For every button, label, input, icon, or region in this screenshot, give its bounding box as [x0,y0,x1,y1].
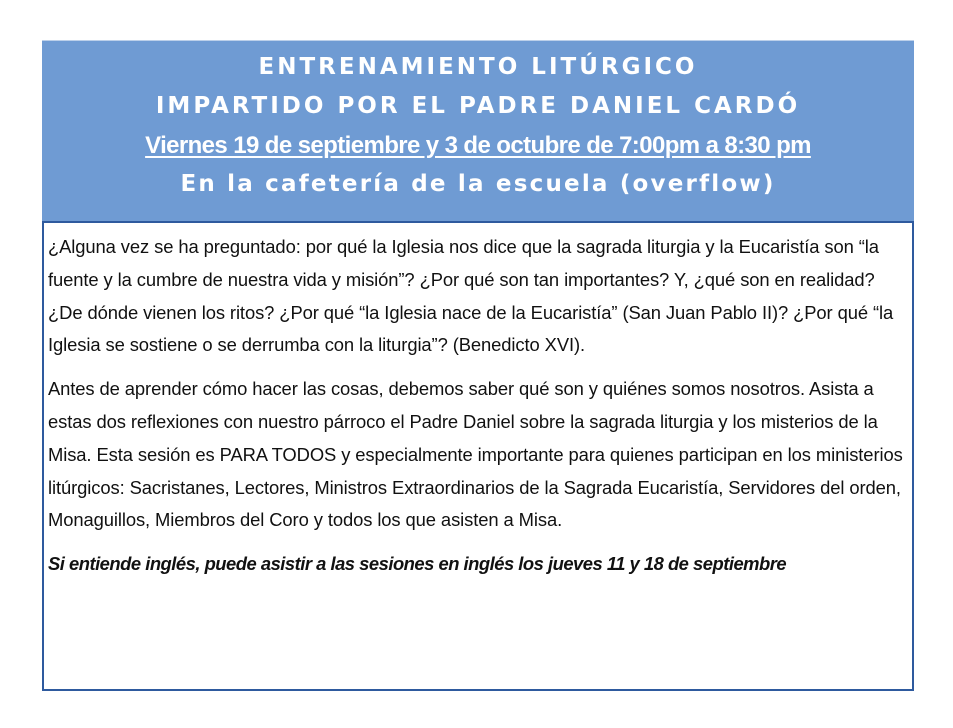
title-line-2: IMPARTIDO POR EL PADRE DANIEL CARDÓ [155,93,801,119]
english-session-note: Si entiende inglés, puede asistir a las sesiones en inglés los jueves 11 y 18 de septiembre [48,553,787,575]
location-line: En la cafetería de la escuela (overflow) [180,171,776,197]
date-line: Viernes 19 de septiembre y 3 de octubre de 7:00pm a 8:30 pm [145,132,811,159]
flyer [42,40,914,691]
flyer-header [42,40,914,221]
title-line-1: ENTRENAMIENTO LITÚRGICO [258,54,698,80]
flyer-body [42,221,914,691]
intro-paragraph: ¿Alguna vez se ha preguntado: por qué la Iglesia nos dice que la sagrada liturgia y la Eucaristía son “la fuente y la cumbre de nuestra vida y misión”? ¿Por qué son tan importantes? Y, ¿qué son en realidad? ¿De dónde vienen los ritos? ¿Por qué “la Iglesia nace de la Eucaristía” (San Juan Pablo II)? ¿Por qué “la Iglesia se sostiene o se derrumba con la liturgia”? (Benedicto XVI). [48,236,894,356]
invitation-paragraph: Antes de aprender cómo hacer las cosas, debemos saber qué son y quiénes somos nosotros. Asista a estas dos reflexiones con nuestro párroco el Padre Daniel sobre la sagrada liturgia y los misterios de la Misa. Esta sesión es PARA TODOS y especialmente importante para quienes participan en los ministerios litúrgicos: Sacristanes, Lectores, Ministros Extraordinarios de la Sagrada Eucaristía, Servidores del orden, Monaguillos, Miembros del Coro y todos los que asisten a Misa. [48,378,903,531]
